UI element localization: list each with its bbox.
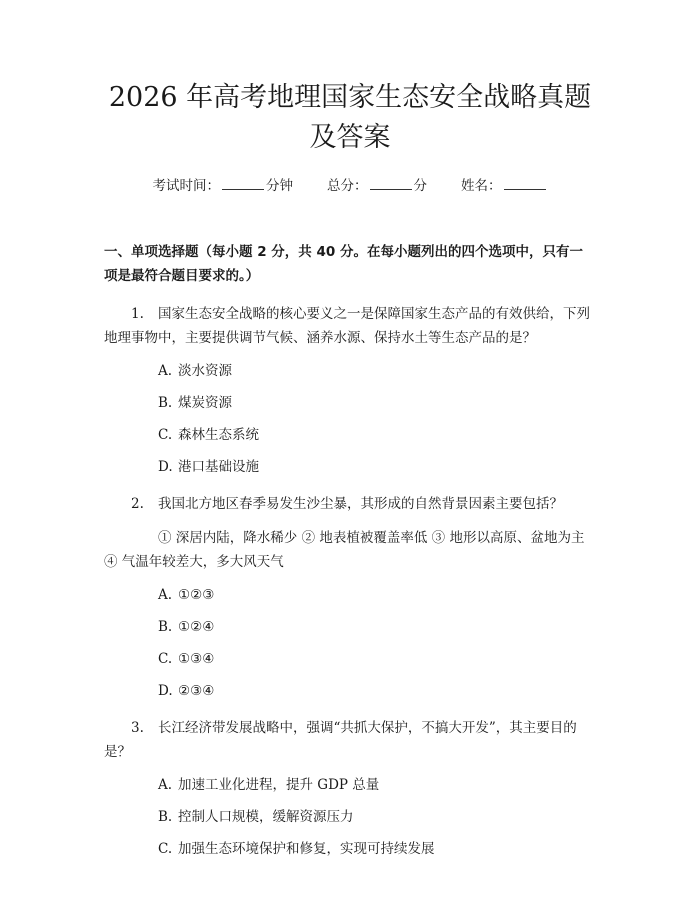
question-statements: ① 深居内陆，降水稀少 ② 地表植被覆盖率低 ③ 地形以高原、盆地为主 ④ 气温年较差大，多大风天气 bbox=[104, 530, 585, 570]
option-text: 加强生态环境保护和修复，实现可持续发展 bbox=[178, 841, 435, 857]
option-list bbox=[104, 360, 596, 478]
option-list bbox=[104, 774, 596, 860]
option-letter: D. bbox=[158, 459, 173, 475]
question-stem bbox=[104, 302, 596, 350]
option-letter: A. bbox=[158, 777, 173, 793]
option-letter: B. bbox=[158, 395, 173, 411]
question-number: 3. bbox=[131, 720, 144, 736]
question-2 bbox=[104, 492, 596, 702]
exam-info-line bbox=[104, 176, 596, 196]
option-text: ②③④ bbox=[178, 683, 215, 699]
option-text: ①②④ bbox=[178, 619, 215, 635]
option-c[interactable] bbox=[104, 424, 596, 446]
question-text: 我国北方地区春季易发生沙尘暴，其形成的自然背景因素主要包括？ bbox=[158, 496, 563, 512]
option-b[interactable] bbox=[104, 392, 596, 414]
option-d[interactable] bbox=[104, 456, 596, 478]
option-text: ①②③ bbox=[178, 587, 215, 603]
option-letter: A. bbox=[158, 587, 173, 603]
page-title: 2026 年高考地理国家生态安全战略真题及答案 bbox=[108, 82, 592, 153]
option-text: 淡水资源 bbox=[178, 363, 232, 379]
student-name-blank bbox=[504, 176, 546, 190]
total-score-label: 总分： bbox=[327, 178, 368, 194]
option-text: 森林生态系统 bbox=[178, 427, 259, 443]
question-text: 国家生态安全战略的核心要义之一是保障国家生态产品的有效供给，下列地理事物中，主要提供调节气候、涵养水源、保持水土等生态产品的是？ bbox=[104, 306, 590, 346]
option-b[interactable] bbox=[104, 616, 596, 638]
section-heading: 一、单项选择题（每小题 2 分，共 40 分。在每小题列出的四个选项中，只有一项是最符合题目要求的。） bbox=[104, 244, 583, 284]
option-text: 煤炭资源 bbox=[178, 395, 232, 411]
question-number: 1. bbox=[131, 306, 144, 322]
exam-time-unit: 分钟 bbox=[266, 178, 293, 194]
total-score-field bbox=[327, 176, 427, 196]
exam-time-label: 考试时间： bbox=[152, 178, 220, 194]
option-letter: C. bbox=[158, 841, 173, 857]
option-text: 港口基础设施 bbox=[178, 459, 259, 475]
option-a[interactable] bbox=[104, 360, 596, 382]
option-letter: A. bbox=[158, 363, 173, 379]
student-name-field bbox=[461, 176, 548, 196]
total-score-blank bbox=[370, 176, 412, 190]
option-d[interactable] bbox=[104, 680, 596, 702]
option-text: ①③④ bbox=[178, 651, 215, 667]
option-letter: B. bbox=[158, 619, 173, 635]
option-text: 控制人口规模，缓解资源压力 bbox=[178, 809, 354, 825]
option-text: 加速工业化进程，提升 GDP 总量 bbox=[178, 777, 380, 793]
exam-time-field bbox=[153, 176, 294, 196]
question-stem bbox=[104, 716, 596, 764]
question-1 bbox=[104, 302, 596, 478]
exam-time-blank bbox=[222, 176, 264, 190]
option-b[interactable] bbox=[104, 806, 596, 828]
option-letter: D. bbox=[158, 683, 173, 699]
student-name-label: 姓名： bbox=[461, 178, 502, 194]
question-3 bbox=[104, 716, 596, 860]
total-score-unit: 分 bbox=[413, 178, 427, 194]
option-list bbox=[104, 584, 596, 702]
question-number: 2. bbox=[131, 496, 144, 512]
option-letter: C. bbox=[158, 427, 173, 443]
question-text: 长江经济带发展战略中，强调“共抓大保护，不搞大开发”，其主要目的是？ bbox=[104, 720, 577, 760]
option-letter: C. bbox=[158, 651, 173, 667]
option-c[interactable] bbox=[104, 838, 596, 860]
question-stem bbox=[104, 492, 596, 516]
option-a[interactable] bbox=[104, 584, 596, 606]
option-letter: B. bbox=[158, 809, 173, 825]
option-c[interactable] bbox=[104, 648, 596, 670]
option-a[interactable] bbox=[104, 774, 596, 796]
